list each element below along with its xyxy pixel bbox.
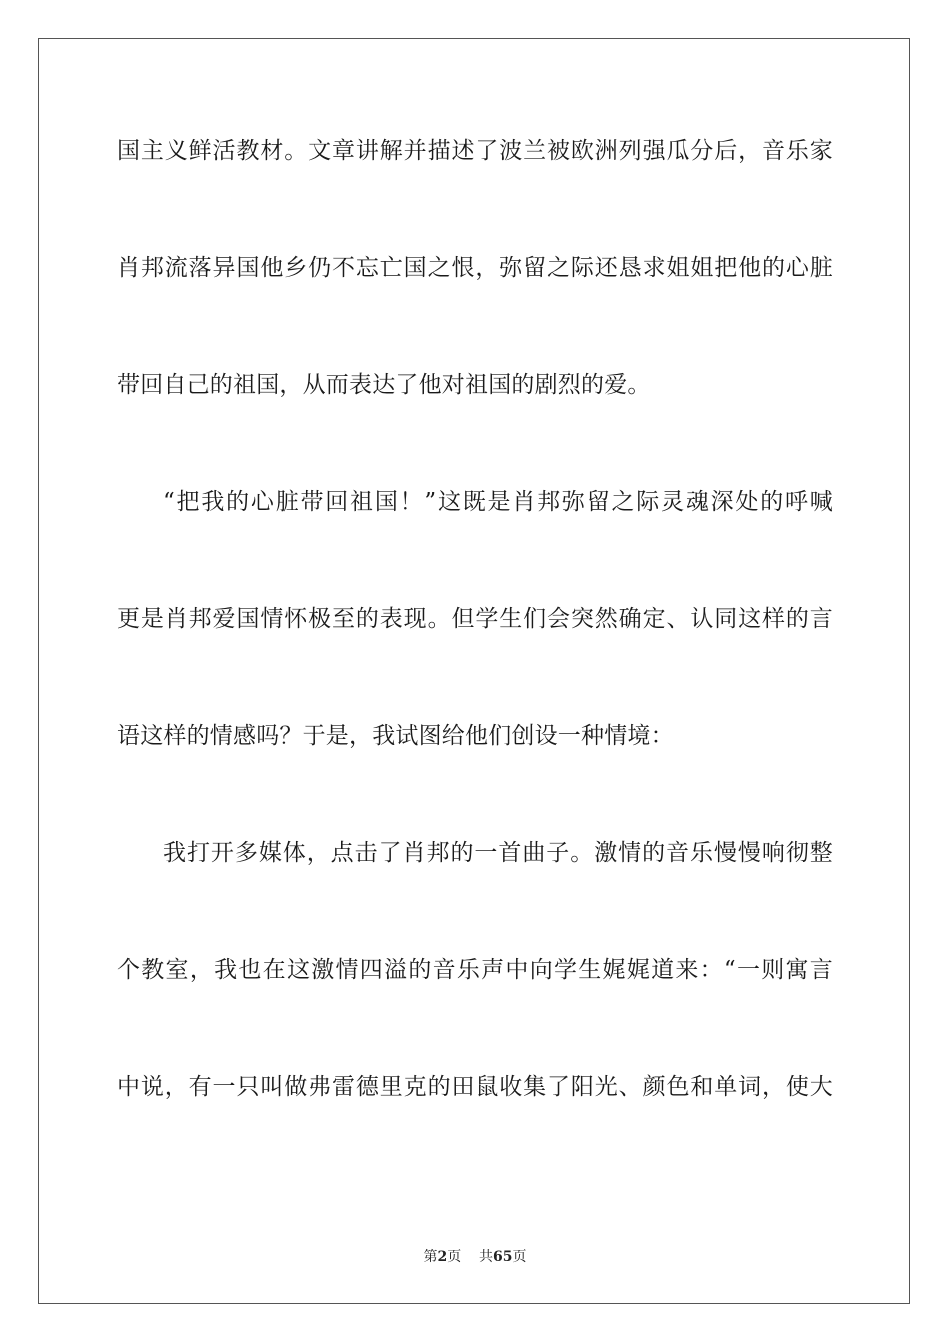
- total-unit: 页: [512, 1249, 527, 1265]
- page-total: 65: [493, 1249, 513, 1265]
- text-line: 肖邦流落异国他乡仍不忘亡国之恨，弥留之际还恳求姐姐把他的心脏: [117, 255, 833, 281]
- text-line: 语这样的情感吗？于是，我试图给他们创设一种情境：: [117, 723, 674, 749]
- text-line: 我打开多媒体，点击了肖邦的一首曲子。激情的音乐慢慢响彻整: [163, 840, 833, 866]
- body-text: [117, 132, 833, 1106]
- text-line: 中说，有一只叫做弗雷德里克的田鼠收集了阳光、颜色和单词，使大: [117, 1074, 833, 1100]
- text-line: 个教室，我也在这激情四溢的音乐声中向学生娓娓道来：“一则寓言: [117, 957, 833, 983]
- text-line: 国主义鲜活教材。文章讲解并描述了波兰被欧洲列强瓜分后，音乐家: [117, 138, 833, 164]
- text-line: “把我的心脏带回祖国！”这既是肖邦弥留之际灵魂深处的呼喊: [163, 489, 833, 515]
- text-line: 更是肖邦爱国情怀极至的表现。但学生们会突然确定、认同这样的言: [117, 606, 833, 632]
- page-prefix: 第: [423, 1249, 438, 1265]
- page-footer: [0, 1246, 950, 1266]
- total-prefix: 共: [479, 1249, 494, 1265]
- page-number: 2: [437, 1249, 448, 1265]
- text-line: 带回自己的祖国，从而表达了他对祖国的剧烈的爱。: [117, 372, 651, 398]
- page-unit: 页: [447, 1249, 462, 1265]
